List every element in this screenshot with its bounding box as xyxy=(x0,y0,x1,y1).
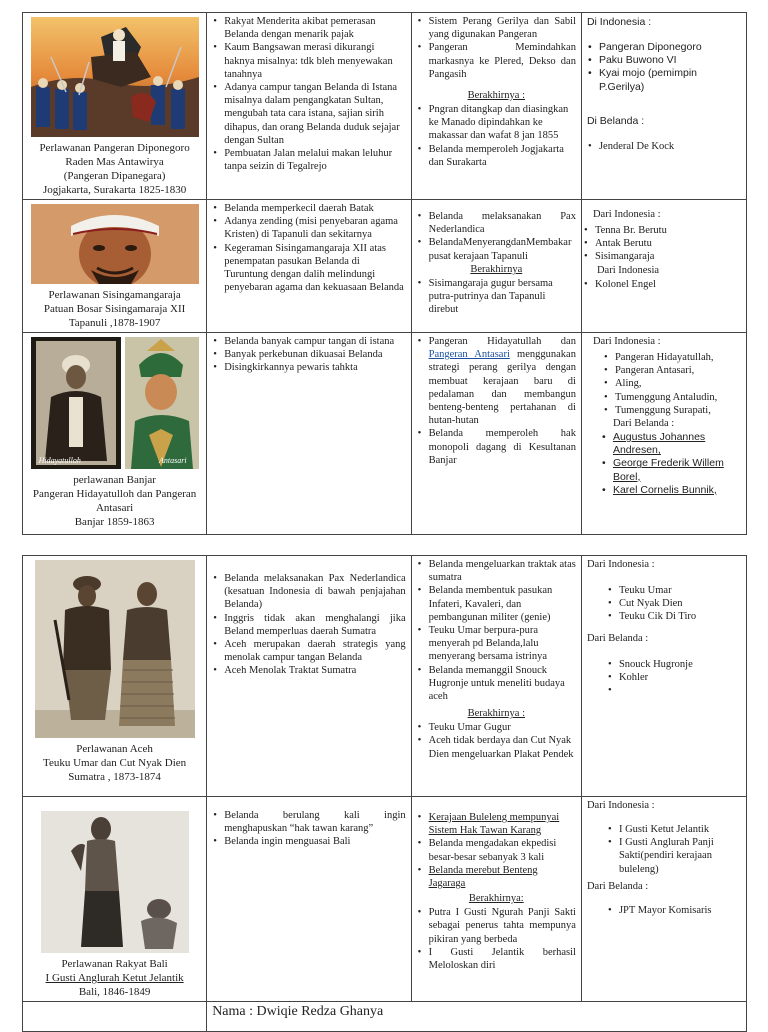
caption-line: Perlawanan Rakyat Bali xyxy=(61,958,168,970)
causes-cell xyxy=(207,797,411,1002)
caption-line: Banjar 1859-1863 xyxy=(74,516,155,528)
causes-cell xyxy=(207,556,411,797)
figures-cell xyxy=(581,556,746,797)
end-item: • Sisimangaraja gugur bersama putra-putrinya dan Tapanuli direbut xyxy=(429,277,576,317)
event-item: • Teuku Umar berpura-pura menyerah pd Belanda,lalu menyerang bersama istrinya xyxy=(429,624,576,664)
figures-belanda-heading: Dari Belanda : xyxy=(612,418,675,430)
figure-item: • Sisimangaraja xyxy=(595,250,741,263)
figures-belanda-heading: Di Belanda : xyxy=(586,114,645,127)
figure-item: • Tumenggung Antaludin, xyxy=(615,391,741,404)
cause-item: • Belanda memperkecil daerah Batak xyxy=(224,202,405,215)
caption-line: Tapanuli ,1878-1907 xyxy=(68,317,161,329)
pangeran-antasari-link[interactable]: Pangeran Antasari xyxy=(428,349,510,361)
diponegoro-battle-painting xyxy=(31,17,199,137)
cause-item: • Banyak perkebunan dikuasai Belanda xyxy=(224,348,405,361)
figure-item: • Snouck Hugronje xyxy=(619,658,741,671)
end-heading: Berakhirnya : xyxy=(467,708,525,720)
figures-belanda-heading: Dari Belanda : xyxy=(586,632,649,644)
cause-item: • Aceh merupakan daerah strategis yang menolak campur tangan Belanda xyxy=(224,638,405,664)
cause-item: • Adanya campur tangan Belanda di Istana misalnya dalam pengangkatan Sultan, mengubah tata cara istana, sajian sirih dihapus, dan orang Belanda duduk sejajar dengan Sultan xyxy=(224,81,405,147)
figure-item: • Kyai mojo (pemimpin P.Gerilya) xyxy=(599,67,741,93)
figure-cell xyxy=(23,200,207,333)
event-item: • Belanda melaksanakan Pax Nederlandica xyxy=(429,210,576,236)
events-cell xyxy=(411,333,581,535)
portrait-label: Hidayatulloh xyxy=(38,456,81,465)
figures-indonesia-heading: Dari Indonesia : xyxy=(586,559,655,570)
sisingamangaraja-portrait xyxy=(31,204,199,284)
figures-indonesia-heading: Dari Indonesia : xyxy=(586,800,655,811)
caption-line: I Gusti Anglurah Ketut Jelantik xyxy=(45,972,184,984)
figure-item: • Teuku Cik Di Tiro xyxy=(619,610,741,623)
cause-item: • Inggris tidak akan menghalangi jika Beland memperluas daerah Sumatra xyxy=(224,612,405,638)
cause-item: • Kaum Bangsawan merasi dikurangi haknya misalnya: tdk bleh menyewakan tanahnya xyxy=(224,41,405,81)
event-text: menggunakan strategi perang gerilya dengan membuat kerajaan baru di pedalaman dan membangun benteng-benteng pertahanan di hutan-hutan xyxy=(428,349,576,427)
figures-indonesia-heading: Dari Indonesia : xyxy=(592,336,661,347)
figure-cell xyxy=(23,797,207,1002)
event-item: • BelandaMenyerangdanMembakar pusat kerajaan Tapanuli xyxy=(429,236,576,262)
event-item: • Belanda mengeluarkan traktak atas sumatra xyxy=(429,558,576,584)
event-item: • Belanda merebut Benteng Jagaraga xyxy=(429,864,576,890)
event-item: • Belanda memperoleh hak monopoli dagang di Kesultanan Banjar xyxy=(429,427,576,467)
figure-item: • Teuku Umar xyxy=(619,584,741,597)
resistance-table-1 xyxy=(22,12,747,535)
cause-item: • Rakyat Menderita akibat pemerasan Belanda dengan menarik pajak xyxy=(224,15,405,41)
figure-item: • Tumenggung Surapati, xyxy=(615,404,741,417)
figure-item: • Antak Berutu xyxy=(595,237,741,250)
figures-indonesia-heading: Dari Indonesia : xyxy=(592,209,661,220)
table-row xyxy=(23,797,747,1002)
figure-cell xyxy=(23,333,207,535)
event-item: • Pangeran Memindahkan markasnya ke Plered, Dekso dan Pangasih xyxy=(429,41,576,81)
figure-cell xyxy=(23,556,207,797)
cause-item: • Belanda banyak campur tangan di istana xyxy=(224,335,405,348)
figure-item: • Kolonel Engel xyxy=(595,278,741,291)
resistance-table-2 xyxy=(22,555,747,1032)
events-cell xyxy=(411,797,581,1002)
figure-item: • Paku Buwono VI xyxy=(599,54,741,67)
event-item: • Belanda memanggil Snouck Hugronje untuk meneliti budaya aceh xyxy=(429,664,576,704)
figures-cell xyxy=(581,797,746,1002)
caption-line: Perlawanan Aceh xyxy=(76,743,153,755)
caption-line: Pangeran Hidayatulloh dan Pangeran Antasari xyxy=(32,488,197,514)
figures-belanda-heading: Dari Indonesia xyxy=(596,264,660,276)
end-item: • I Gusti Jelantik berhasil Meloloskan diri xyxy=(429,946,576,972)
end-heading: Berakhirnya : xyxy=(467,90,525,102)
bali-photograph xyxy=(41,811,189,953)
events-cell xyxy=(411,13,581,200)
figure-item: • Pangeran Diponegoro xyxy=(599,41,741,54)
figures-indonesia-heading: Di Indonesia : xyxy=(586,16,652,28)
caption-line: Patuan Bosar Sisingamaraja XII xyxy=(43,303,186,315)
banjar-portraits xyxy=(31,337,199,469)
portrait-label: Antasari xyxy=(159,456,187,465)
figures-cell xyxy=(581,200,746,333)
cause-item: • Disingkirkannya pewaris tahkta xyxy=(224,361,405,374)
figure-item: • I Gusti Ketut Jelantik xyxy=(619,823,741,836)
figures-cell xyxy=(581,333,746,535)
event-text: Pangeran Hidayatullah dan xyxy=(428,336,576,347)
cause-item: • Belanda melaksanakan Pax Nederlandica (kesatuan Indonesia di bawah penjajahan Belanda) xyxy=(224,572,405,612)
event-item xyxy=(429,335,576,427)
empty-cell xyxy=(23,1002,207,1032)
caption-line: Perlawanan Pangeran Diponegoro xyxy=(39,142,190,154)
end-item: • Aceh tidak berdaya dan Cut Nyak Dien mengeluarkan Plakat Pendek xyxy=(429,734,576,760)
figures-cell xyxy=(581,13,746,200)
event-item: • Kerajaan Buleleng mempunyai Sistem Hak Tawan Karang xyxy=(429,811,576,837)
figure-item: • Jenderal De Kock xyxy=(599,140,741,153)
table-row xyxy=(23,13,747,200)
end-heading: Berakhirnya xyxy=(470,263,523,275)
caption-line: Sumatra , 1873-1874 xyxy=(68,771,161,783)
figure-item: • Kohler xyxy=(619,671,741,684)
caption-line: Teuku Umar dan Cut Nyak Dien xyxy=(43,757,187,769)
figure-item: • Cut Nyak Dien xyxy=(619,597,741,610)
figure-item: • Aling, xyxy=(615,377,741,390)
caption-line: perlawanan Banjar xyxy=(73,474,156,486)
caption-line: Perlawanan Sisingamangaraja xyxy=(48,289,181,301)
events-cell xyxy=(411,556,581,797)
figure-item: • JPT Mayor Komisaris xyxy=(619,904,741,917)
table-row xyxy=(23,1002,747,1032)
figure-item: • George Frederik Willem Borel, xyxy=(613,457,741,483)
event-item: • Sistem Perang Gerilya dan Sabil yang digunakan Pangeran xyxy=(429,15,576,41)
events-cell xyxy=(411,200,581,333)
figure-item: • I Gusti Anglurah Panji Sakti(pendiri kerajaan buleleng) xyxy=(619,836,741,876)
causes-cell xyxy=(207,200,411,333)
caption-line: Bali, 1846-1849 xyxy=(78,986,151,998)
caption-line: Jogjakarta, Surakarta 1825-1830 xyxy=(42,184,187,196)
author-name: Nama : Dwiqie Redza Ghanya xyxy=(207,1002,747,1032)
caption-line: Raden Mas Antawirya xyxy=(65,156,164,168)
figure-item: • Karel Cornelis Bunnik, xyxy=(613,484,741,497)
cause-item: • Kegeraman Sisingamangaraja XII atas penempatan pasukan Belanda di Turuntung dengan dalih melindungi penyebaran agama dan kekuasaan Belanda xyxy=(224,242,405,295)
figures-belanda-heading: Dari Belanda : xyxy=(586,880,649,892)
end-item: • Pngran ditangkap dan diasingkan ke Manado dipindahkan ke makassar dan wafat 8 jan 1855 xyxy=(429,103,576,143)
figure-item xyxy=(619,684,741,697)
causes-cell xyxy=(207,333,411,535)
cause-item: • Belanda ingin menguasai Bali xyxy=(224,835,405,848)
event-item: • Belanda mengadakan ekpedisi besar-besar sebanyak 3 kali xyxy=(429,837,576,863)
figure-cell xyxy=(23,13,207,200)
figure-item: • Tenna Br. Berutu xyxy=(595,224,741,237)
caption-line: (Pangeran Dipanegara) xyxy=(63,170,166,182)
cause-item: • Aceh Menolak Traktat Sumatra xyxy=(224,664,405,677)
table-row xyxy=(23,200,747,333)
end-heading: Berakhirnya: xyxy=(468,893,524,905)
figure-item: • Augustus Johannes Andresen, xyxy=(613,431,741,457)
table-row xyxy=(23,556,747,797)
end-item: • Putra I Gusti Ngurah Panji Sakti sebagai penerus tahta mempunya pikiran yang berbeda xyxy=(429,906,576,946)
end-item: • Teuku Umar Gugur xyxy=(429,721,576,734)
figure-item: • Pangeran Antasari, xyxy=(615,364,741,377)
table-row xyxy=(23,333,747,535)
causes-cell xyxy=(207,13,411,200)
aceh-photograph xyxy=(35,560,195,738)
cause-item: • Adanya zending (misi penyebaran agama Kristen) di Tapanuli dan sekitarnya xyxy=(224,215,405,241)
end-item: • Belanda memperoleh Jogjakarta dan Surakarta xyxy=(429,143,576,169)
event-item: • Belanda membentuk pasukan Infateri, Kavaleri, dan pembangunan militer (genie) xyxy=(429,584,576,624)
cause-item: • Belanda berulang kali ingin menghapuskan “hak tawan karang” xyxy=(224,809,405,835)
cause-item: • Pembuatan Jalan melalui makan leluhur tanpa seizin di Tegalrejo xyxy=(224,147,405,173)
figure-item: • Pangeran Hidayatullah, xyxy=(615,351,741,364)
